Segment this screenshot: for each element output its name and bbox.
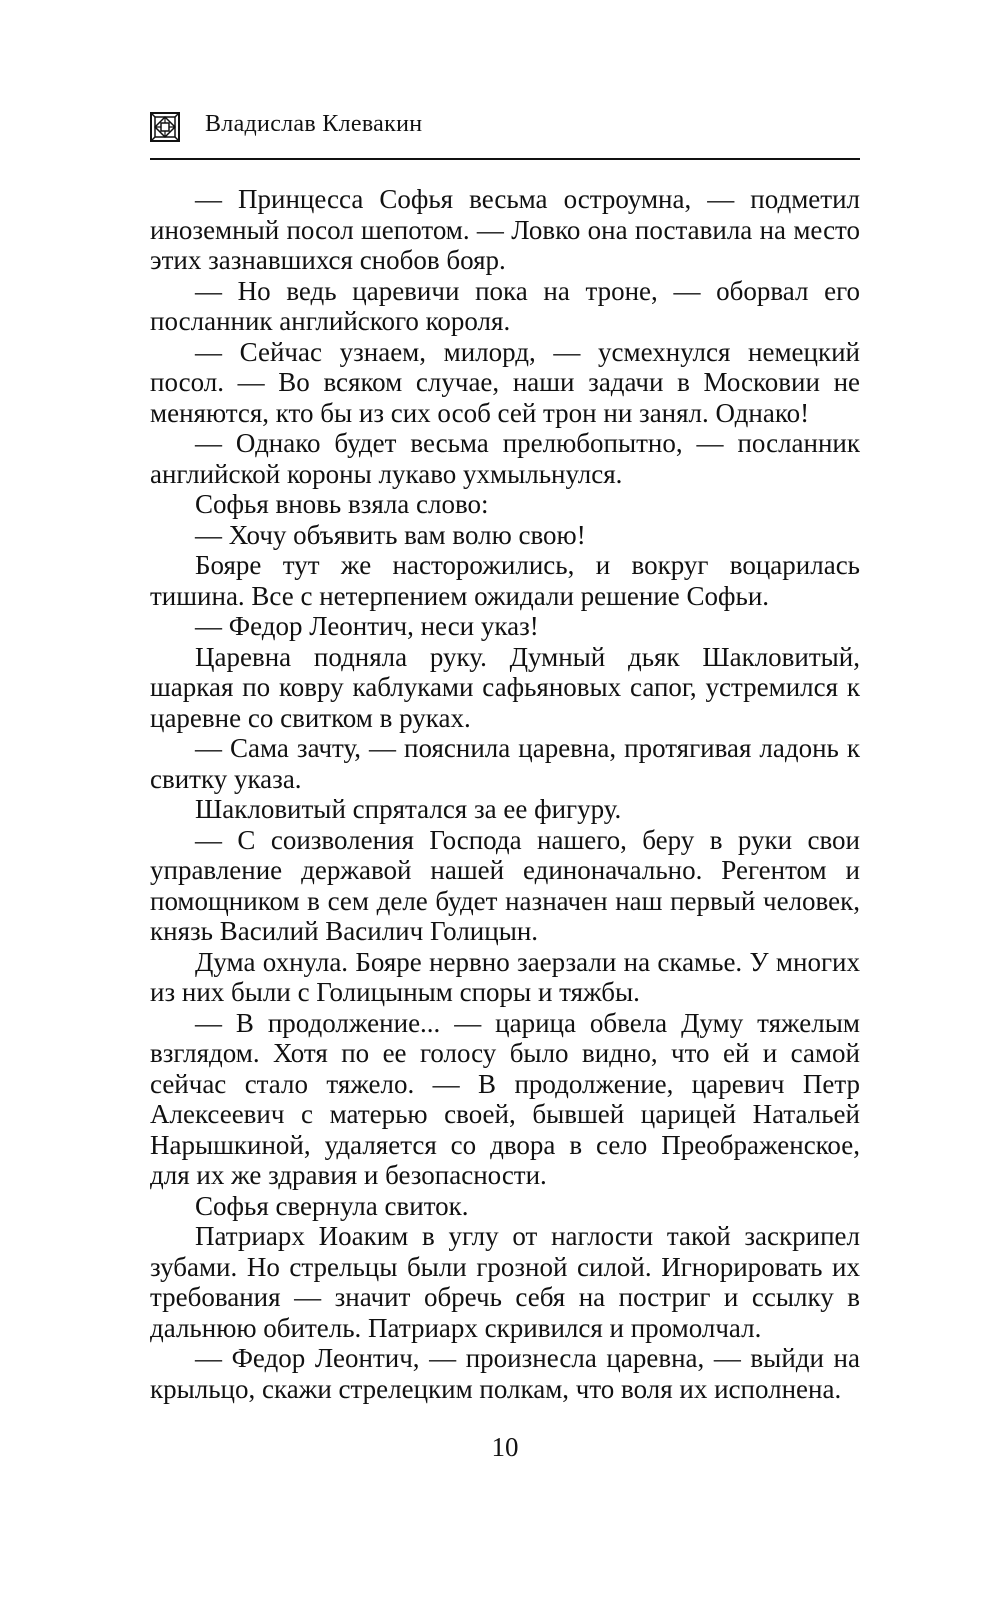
paragraph: — С соизволения Господа нашего, беру в руки свои управление державой нашей единоначально. Регентом и помощником в сем деле будет назначен наш первый человек, князь Василий Василич Голицын. bbox=[150, 824, 860, 946]
paragraph: — Сейчас узнаем, милорд, — усмехнулся немецкий посол. — Во всяком случае, наши задачи в Московии не меняются, кто бы из сих особ сей трон ни занял. Однако! bbox=[150, 336, 860, 428]
paragraph: Бояре тут же насторожились, и вокруг воцарилась тишина. Все с нетерпением ожидали решение Софьи. bbox=[150, 550, 860, 611]
paragraph: Царевна подняла руку. Думный дьяк Шакловитый, шаркая по ковру каблуками сафьяновых сапог, устремился к царевне со свитком в руках. bbox=[150, 641, 860, 733]
paragraph: Патриарх Иоаким в углу от наглости такой заскрипел зубами. Но стрельцы были грозной силой. Игнорировать их требования — значит обречь себя на постриг и ссылку в дальнюю обитель. Патриарх скривился и промолчал. bbox=[150, 1221, 860, 1343]
paragraph: Софья вновь взяла слово: bbox=[195, 489, 489, 519]
paragraph: — В продолжение... — царица обвела Думу тяжелым взглядом. Хотя по ее голосу было видно, что ей и самой сейчас стало тяжело. — В продолжение, царевич Петр Алексеевич с матерью своей, бывшей царицей Натальей Нарышкиной, удаляется со двора в село Преображенское, для их же здравия и безопасности. bbox=[150, 1007, 860, 1190]
paragraph: — Хочу объявить вам волю свою! bbox=[195, 519, 586, 550]
author-name: Владислав Клевакин bbox=[205, 111, 423, 137]
page-number: 10 bbox=[491, 1432, 519, 1462]
paragraph: — Федор Леонтич, неси указ! bbox=[195, 611, 539, 641]
paragraph: — Принцесса Софья весьма остроумна, — подметил иноземный посол шепотом. — Ловко она поставила на место этих зазнавшихся снобов бояр. bbox=[150, 184, 860, 275]
paragraph: Софья свернула свиток. bbox=[195, 1190, 469, 1221]
running-header bbox=[150, 96, 860, 160]
book-page bbox=[150, 96, 860, 1546]
paragraph: — Сама зачту, — пояснила царевна, протягивая ладонь к свитку указа. bbox=[150, 733, 860, 794]
paragraph: — Однако будет весьма прелюбопытно, — посланник английской короны лукаво ухмыльнулся. bbox=[150, 428, 860, 489]
knot-ornament-icon bbox=[150, 112, 180, 142]
paragraph: Дума охнула. Бояре нервно заерзали на скамье. У многих из них были с Голицыным споры и тяжбы. bbox=[150, 946, 860, 1007]
paragraph: Шакловитый спрятался за ее фигуру. bbox=[195, 794, 622, 824]
body-text bbox=[150, 184, 860, 1404]
paragraph: — Федор Леонтич, — произнесла царевна, — выйди на крыльцо, скажи стрелецким полкам, что воля их исполнена. bbox=[150, 1343, 860, 1404]
paragraph: — Но ведь царевичи пока на троне, — оборвал его посланник английского короля. bbox=[150, 275, 860, 336]
